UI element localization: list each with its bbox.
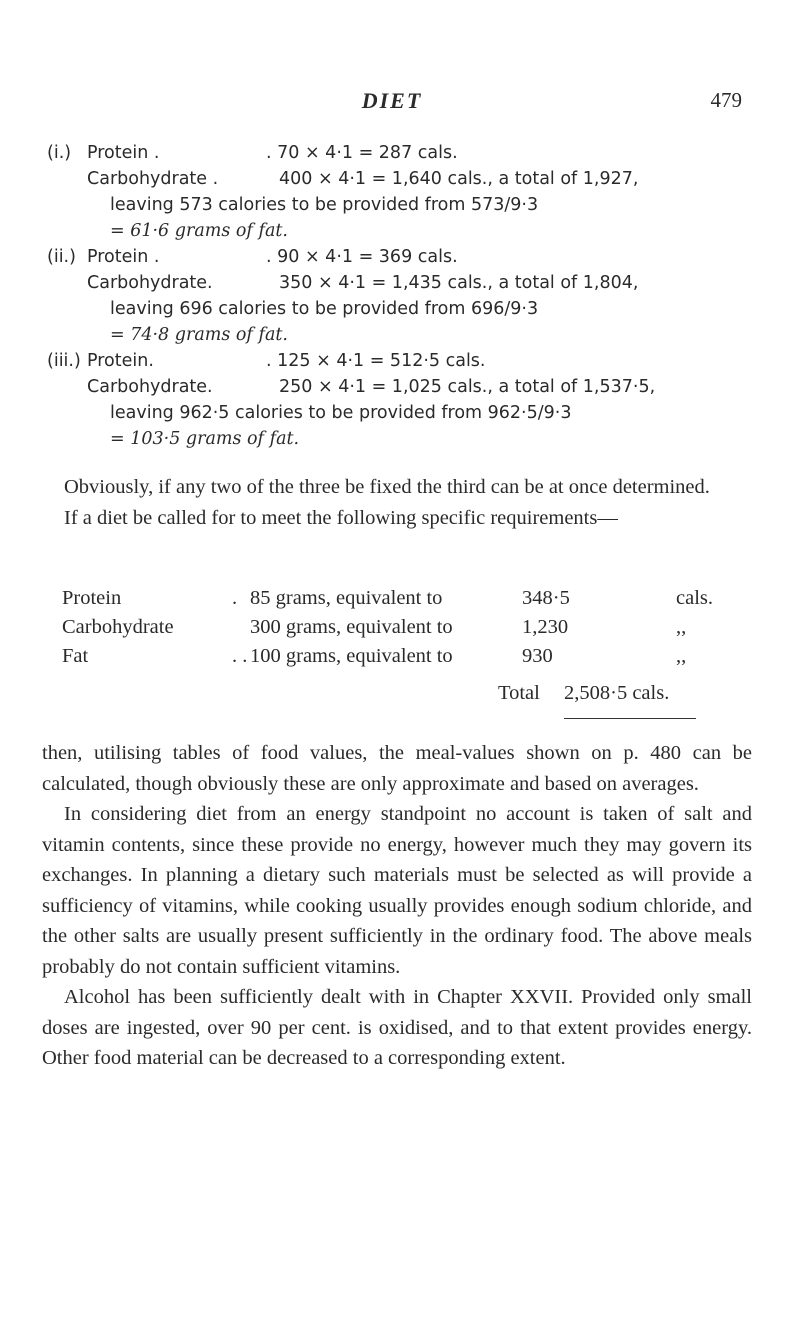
prose-block-upper: [42, 472, 752, 533]
calc-iii-protein-expr: . 125 × 4·1 = 512·5 cals.: [266, 351, 486, 371]
page-number: 479: [710, 88, 742, 112]
calc-ii-protein-line: [47, 244, 747, 270]
running-title: DIET: [361, 88, 423, 113]
calc-ii-leaving-line: [47, 296, 747, 322]
requirement-desc: 300 grams, equivalent to: [250, 616, 453, 638]
paragraph-if-a-diet: If a diet be called for to meet the following specific requirements—: [64, 506, 618, 529]
requirement-nutrient: Carbohydrate: [62, 616, 174, 638]
calc-ii-result: = 74·8 grams of fat.: [110, 325, 288, 345]
calc-iii-carb-line: [47, 374, 747, 400]
requirement-desc: 100 grams, equivalent to: [250, 645, 453, 667]
calc-ii-protein-label: Protein .: [87, 247, 160, 267]
requirement-leader: . .: [232, 645, 248, 667]
calc-iii-carb-label: Carbohydrate.: [87, 377, 213, 397]
calc-i-carb-expr: 400 × 4·1 = 1,640 cals., a total of 1,927,: [279, 169, 639, 189]
calc-i-carb-label: Carbohydrate .: [87, 169, 219, 189]
paragraph-obviously: Obviously, if any two of the three be fixed the third can be at once determined.: [64, 476, 710, 498]
calc-iii-result-line: [47, 426, 747, 452]
calc-i-leaving-line: [47, 192, 747, 218]
calc-ii-result-line: [47, 322, 747, 348]
calc-iii-result: = 103·5 grams of fat.: [110, 429, 300, 449]
calc-i-protein-line: [47, 140, 747, 166]
requirement-value: 930: [522, 645, 553, 667]
requirement-value: 1,230: [522, 616, 569, 638]
calc-iii-numeral: (iii.): [47, 351, 81, 371]
total-label: Total: [498, 682, 540, 704]
calc-ii-carb-label: Carbohydrate.: [87, 273, 213, 293]
calc-ii-carb-expr: 350 × 4·1 = 1,435 cals., a total of 1,804,: [279, 273, 639, 293]
requirement-row-protein: [62, 584, 752, 613]
requirement-unit: ,,: [676, 645, 687, 667]
calc-iii-carb-expr: 250 × 4·1 = 1,025 cals., a total of 1,537·5,: [279, 377, 656, 397]
calc-i-result: = 61·6 grams of fat.: [110, 221, 288, 241]
calc-iii-leaving: leaving 962·5 calories to be provided from 962·5/9·3: [110, 403, 572, 423]
requirement-value: 348·5: [522, 587, 570, 609]
requirement-desc: 85 grams, equivalent to: [250, 587, 443, 609]
calc-i-carb-line: [47, 166, 747, 192]
calc-iii-protein-label: Protein.: [87, 351, 154, 371]
paragraph-then-utilising: then, utilising tables of food values, the meal-values shown on p. 480 can be calculated, though obviously these are only approximate and based on averages.: [42, 742, 752, 795]
calc-ii-leaving: leaving 696 calories to be provided from 696/9·3: [110, 299, 539, 319]
calc-ii-numeral: (ii.): [47, 247, 76, 267]
calc-i-numeral: (i.): [47, 143, 72, 163]
calc-i-leaving: leaving 573 calories to be provided from 573/9·3: [110, 195, 539, 215]
requirement-nutrient: Protein: [62, 587, 122, 609]
calculation-block: [47, 140, 747, 452]
paragraph-energy-standpoint: In considering diet from an energy standpoint no account is taken of salt and vitamin contents, since these provide no energy, however much they may govern its exchanges. In planning a dietary such materials must be selected as will provide a sufficiency of vitamins, while cooking usually provides enough sodium chloride, and the other salts are usually present sufficiently in the ordinary food. The above meals probably do not contain sufficient vitamins.: [42, 803, 752, 978]
paragraph-alcohol: Alcohol has been sufficiently dealt with in Chapter XXVII. Provided only small doses are ingested, over 90 per cent. is oxidised, and to that extent provides energy. Other food material can be decreased to a corresponding extent.: [42, 986, 752, 1069]
calc-ii-protein-expr: . 90 × 4·1 = 369 cals.: [266, 247, 458, 267]
calc-i-result-line: [47, 218, 747, 244]
requirement-row-carbohydrate: [62, 613, 752, 642]
requirement-unit: cals.: [676, 587, 713, 609]
calc-i-protein-label: Protein .: [87, 143, 160, 163]
total-value: 2,508·5 cals.: [564, 682, 670, 704]
calc-ii-carb-line: [47, 270, 747, 296]
prose-block-lower: [42, 738, 752, 1074]
calc-iii-protein-line: [47, 348, 747, 374]
requirement-leader: .: [232, 587, 238, 609]
running-header: [42, 88, 742, 118]
requirement-nutrient: Fat: [62, 645, 89, 667]
requirements-table: [62, 584, 752, 671]
total-underline: [564, 718, 696, 719]
requirement-row-fat: [62, 642, 752, 671]
calc-i-protein-expr: . 70 × 4·1 = 287 cals.: [266, 143, 458, 163]
calc-iii-leaving-line: [47, 400, 747, 426]
requirement-unit: ,,: [676, 616, 687, 638]
